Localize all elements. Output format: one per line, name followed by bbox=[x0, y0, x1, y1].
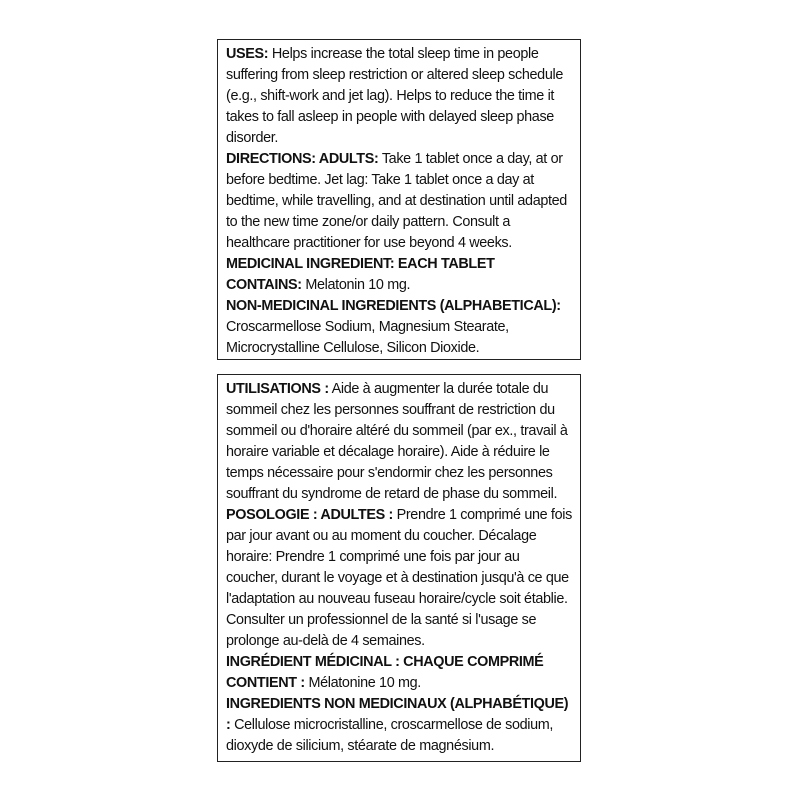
ingredients-non-medicinaux-heading: INGREDIENTS NON MEDICINAUX (ALPHABÉTIQUE) : bbox=[226, 696, 569, 733]
french-label-panel bbox=[217, 374, 581, 762]
utilisations-text: Aide à augmenter la durée totale du sommeil chez les personnes souffrant de restriction du sommeil ou d'horaire altéré du sommeil (par ex., travail à horaire variable et décalage horaire). Aide à réduire le temps nécessaire pour s'endormir chez les personnes souffrant du syndrome de retard de phase du sommeil. bbox=[226, 381, 568, 502]
posologie-text: Prendre 1 comprimé une fois par jour avant ou au moment du coucher. Décalage horaire: Prendre 1 comprimé une fois par jour au coucher, durant le voyage et à destination jusqu'à ce que l'adaptation au nouveau fuseau horaire/cycle soit établie. Consulter un professionnel de la santé si l'usage se prolonge au-delà de 4 semaines. bbox=[226, 507, 572, 649]
ingredients-non-medicinaux-section bbox=[226, 694, 572, 757]
non-medicinal-ingredients-heading: NON-MEDICINAL INGREDIENTS (ALPHABETICAL): bbox=[226, 298, 561, 314]
non-medicinal-ingredients-section bbox=[226, 296, 572, 359]
directions-text: Take 1 tablet once a day, at or before bedtime. Jet lag: Take 1 tablet once a day at bedtime, while travelling, and at destination until adapted to the new time zone/or daily pattern. Consult a healthcare practitioner for use beyond 4 weeks. bbox=[226, 151, 567, 251]
utilisations-section bbox=[226, 379, 572, 505]
uses-section bbox=[226, 44, 572, 149]
uses-text: Helps increase the total sleep time in people suffering from sleep restriction or altered sleep schedule (e.g., shift-work and jet lag). Helps to reduce the time it takes to fall asleep in people with delayed sleep phase disorder. bbox=[226, 46, 563, 146]
posologie-section bbox=[226, 505, 572, 652]
non-medicinal-ingredients-text: Croscarmellose Sodium, Magnesium Stearate, Microcrystalline Cellulose, Silicon Dioxide. bbox=[226, 319, 509, 356]
directions-section bbox=[226, 149, 572, 254]
ingredients-non-medicinaux-text: Cellulose microcristalline, croscarmellose de sodium, dioxyde de silicium, stéarate de magnésium. bbox=[226, 717, 554, 754]
ingredient-medicinal-heading: INGRÉDIENT MÉDICINAL : CHAQUE COMPRIMÉ CONTIENT : bbox=[226, 654, 544, 691]
posologie-heading: POSOLOGIE : ADULTES : bbox=[226, 507, 393, 523]
directions-heading: DIRECTIONS: ADULTS: bbox=[226, 151, 379, 167]
medicinal-ingredient-section bbox=[226, 254, 572, 296]
utilisations-heading: UTILISATIONS : bbox=[226, 381, 329, 397]
medicinal-ingredient-heading: MEDICINAL INGREDIENT: EACH TABLET CONTAINS: bbox=[226, 256, 495, 293]
uses-heading: USES: bbox=[226, 46, 269, 62]
ingredient-medicinal-text: Mélatonine 10 mg. bbox=[304, 675, 421, 691]
ingredient-medicinal-section bbox=[226, 652, 572, 694]
english-label-panel bbox=[217, 39, 581, 360]
medicinal-ingredient-text: Melatonin 10 mg. bbox=[301, 277, 411, 293]
